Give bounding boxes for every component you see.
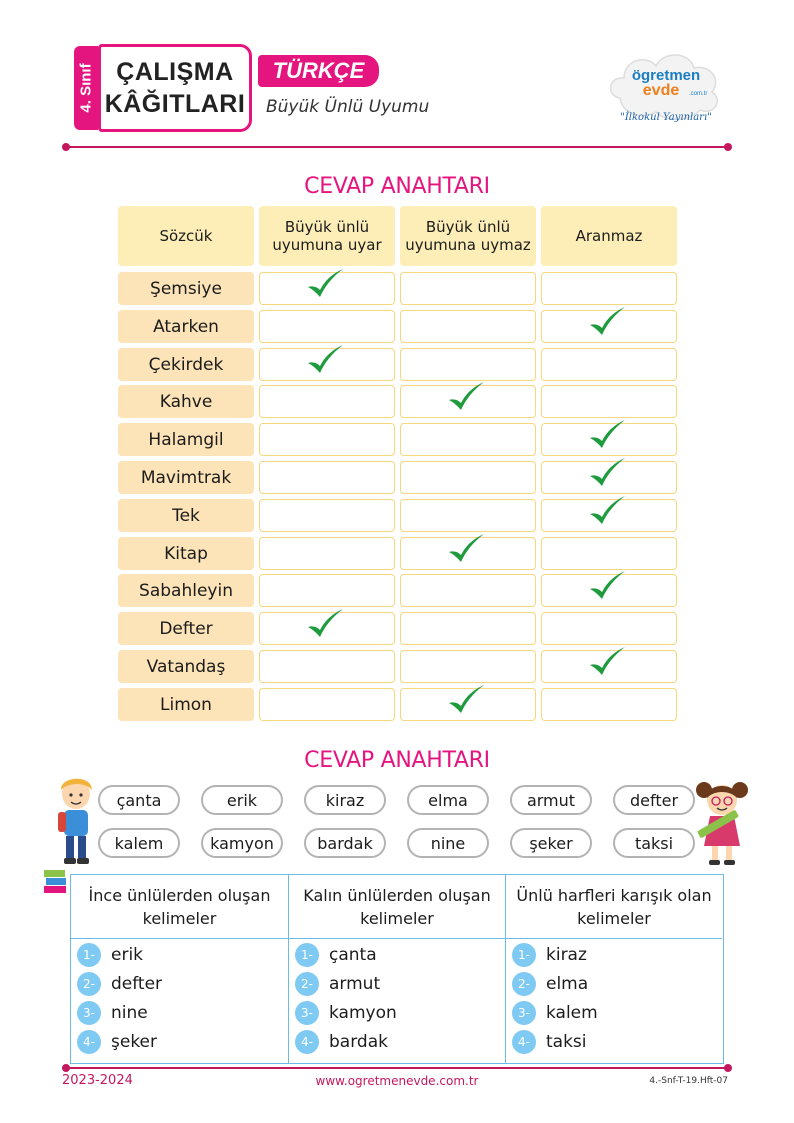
column-header-0: Sözcük: [118, 206, 254, 266]
number-badge: 1-: [77, 943, 101, 967]
category-column: [506, 875, 722, 1063]
checkmark-icon: [587, 417, 627, 451]
number-badge: 2-: [295, 972, 319, 996]
word-pill: kiraz: [304, 785, 386, 815]
books-icon: [42, 866, 68, 896]
answer-box[interactable]: [259, 423, 395, 456]
checkmark-icon: [305, 342, 345, 376]
list-item: [295, 943, 377, 967]
word-cell: Halamgil: [118, 423, 254, 456]
answer-box[interactable]: [259, 310, 395, 343]
item-text: erik: [111, 945, 144, 965]
word-pill: bardak: [304, 828, 386, 858]
column-header-3: Aranmaz: [541, 206, 677, 266]
checkmark-icon: [305, 606, 345, 640]
number-badge: 1-: [512, 943, 536, 967]
category-column: [71, 875, 289, 1063]
item-text: çanta: [329, 945, 377, 965]
header-divider: [66, 146, 728, 148]
title-line-2: KÂĞITLARI: [104, 90, 246, 118]
list-item: [512, 972, 588, 996]
word-cell: Kitap: [118, 537, 254, 570]
checkmark-icon: [446, 379, 486, 413]
number-badge: 2-: [512, 972, 536, 996]
number-badge: 4-: [512, 1030, 536, 1054]
checkmark-icon: [587, 568, 627, 602]
column-header-2: Büyük ünlü uyumuna uymaz: [400, 206, 536, 266]
category-header: Ünlü harfleri karışık olan kelimeler: [506, 875, 722, 939]
word-cell: Mavimtrak: [118, 461, 254, 494]
item-text: armut: [329, 974, 381, 994]
category-column: [289, 875, 506, 1063]
list-item: [512, 1001, 598, 1025]
list-item: [512, 943, 587, 967]
answer-box[interactable]: [400, 499, 536, 532]
answer-box[interactable]: [259, 650, 395, 683]
checkmark-icon: [587, 644, 627, 678]
word-cell: Tek: [118, 499, 254, 532]
word-cell: Limon: [118, 688, 254, 721]
answer-box[interactable]: [400, 423, 536, 456]
number-badge: 4-: [77, 1030, 101, 1054]
footer-divider: [66, 1067, 728, 1069]
item-text: taksi: [546, 1032, 587, 1052]
topic-subtitle: Büyük Ünlü Uyumu: [266, 97, 430, 117]
checkmark-icon: [446, 531, 486, 565]
publisher-logo: [606, 40, 726, 130]
list-item: [77, 943, 143, 967]
number-badge: 3-: [512, 1001, 536, 1025]
footer-year: 2023-2024: [62, 1073, 133, 1088]
logo-word-main: evde: [642, 82, 680, 99]
number-badge: 1-: [295, 943, 319, 967]
word-cell: Vatandaş: [118, 650, 254, 683]
word-pill: kalem: [98, 828, 180, 858]
answer-key-title-1: CEVAP ANAHTARI: [304, 174, 490, 199]
list-item: [77, 1030, 157, 1054]
title-line-1: ÇALIŞMA: [116, 58, 234, 86]
logo-domain: .com.tr: [689, 91, 708, 97]
number-badge: 3-: [77, 1001, 101, 1025]
vowel-classification-table: [70, 874, 724, 1064]
title-box: [98, 44, 252, 132]
logo-word-top: ögretmen: [631, 67, 701, 84]
subject-badge: TÜRKÇE: [258, 55, 379, 87]
list-item: [295, 1030, 388, 1054]
answer-box[interactable]: [541, 688, 677, 721]
word-pill: çanta: [98, 785, 180, 815]
column-header-1: Büyük ünlü uyumuna uyar: [259, 206, 395, 266]
word-pill: kamyon: [201, 828, 283, 858]
word-pill: defter: [613, 785, 695, 815]
number-badge: 2-: [77, 972, 101, 996]
answer-box[interactable]: [541, 537, 677, 570]
logo-slogan: "İlkokul Yayınları": [620, 112, 712, 123]
item-text: kamyon: [329, 1003, 397, 1023]
answer-box[interactable]: [400, 574, 536, 607]
item-text: defter: [111, 974, 163, 994]
answer-box[interactable]: [400, 310, 536, 343]
answer-box[interactable]: [541, 348, 677, 381]
answer-box[interactable]: [541, 272, 677, 305]
list-item: [295, 1001, 397, 1025]
word-pill: nine: [407, 828, 489, 858]
footer-code: 4.-Snf-T-19.Hft-07: [649, 1076, 728, 1086]
item-text: şeker: [111, 1032, 158, 1052]
word-cell: Defter: [118, 612, 254, 645]
item-text: kiraz: [546, 945, 587, 965]
category-header: İnce ünlülerden oluşan kelimeler: [71, 875, 288, 939]
answer-box[interactable]: [259, 385, 395, 418]
answer-box[interactable]: [541, 385, 677, 418]
checkmark-icon: [587, 455, 627, 489]
checkmark-icon: [305, 266, 345, 300]
answer-box[interactable]: [400, 272, 536, 305]
word-cell: Çekirdek: [118, 348, 254, 381]
item-text: nine: [111, 1003, 148, 1023]
answer-box[interactable]: [259, 574, 395, 607]
answer-box[interactable]: [259, 688, 395, 721]
list-item: [512, 1030, 587, 1054]
list-item: [77, 1001, 148, 1025]
word-cell: Şemsiye: [118, 272, 254, 305]
list-item: [77, 972, 162, 996]
word-cell: Sabahleyin: [118, 574, 254, 607]
word-pill: taksi: [613, 828, 695, 858]
answer-key-title-2: CEVAP ANAHTARI: [304, 748, 490, 773]
checkmark-icon: [587, 493, 627, 527]
category-header: Kalın ünlülerden oluşan kelimeler: [289, 875, 505, 939]
item-text: elma: [546, 974, 589, 994]
checkmark-icon: [446, 682, 486, 716]
item-text: bardak: [329, 1032, 388, 1052]
number-badge: 4-: [295, 1030, 319, 1054]
answer-box[interactable]: [400, 612, 536, 645]
grade-tab: [74, 46, 98, 130]
number-badge: 3-: [295, 1001, 319, 1025]
list-item: [295, 972, 380, 996]
word-cell: Kahve: [118, 385, 254, 418]
footer-url[interactable]: www.ogretmenevde.com.tr: [315, 1074, 479, 1088]
girl-illustration: [694, 776, 750, 866]
word-pill: erik: [201, 785, 283, 815]
answer-box[interactable]: [400, 650, 536, 683]
answer-box[interactable]: [541, 612, 677, 645]
boy-illustration: [52, 772, 100, 868]
word-pill: şeker: [510, 828, 592, 858]
answer-box[interactable]: [400, 348, 536, 381]
answer-box[interactable]: [259, 461, 395, 494]
checkmark-icon: [587, 304, 627, 338]
item-text: kalem: [546, 1003, 598, 1023]
answer-box[interactable]: [400, 461, 536, 494]
word-cell: Atarken: [118, 310, 254, 343]
answer-box[interactable]: [259, 499, 395, 532]
grade-label: 4. Sınıf: [77, 63, 95, 113]
word-pill: armut: [510, 785, 592, 815]
word-pill: elma: [407, 785, 489, 815]
answer-box[interactable]: [259, 537, 395, 570]
